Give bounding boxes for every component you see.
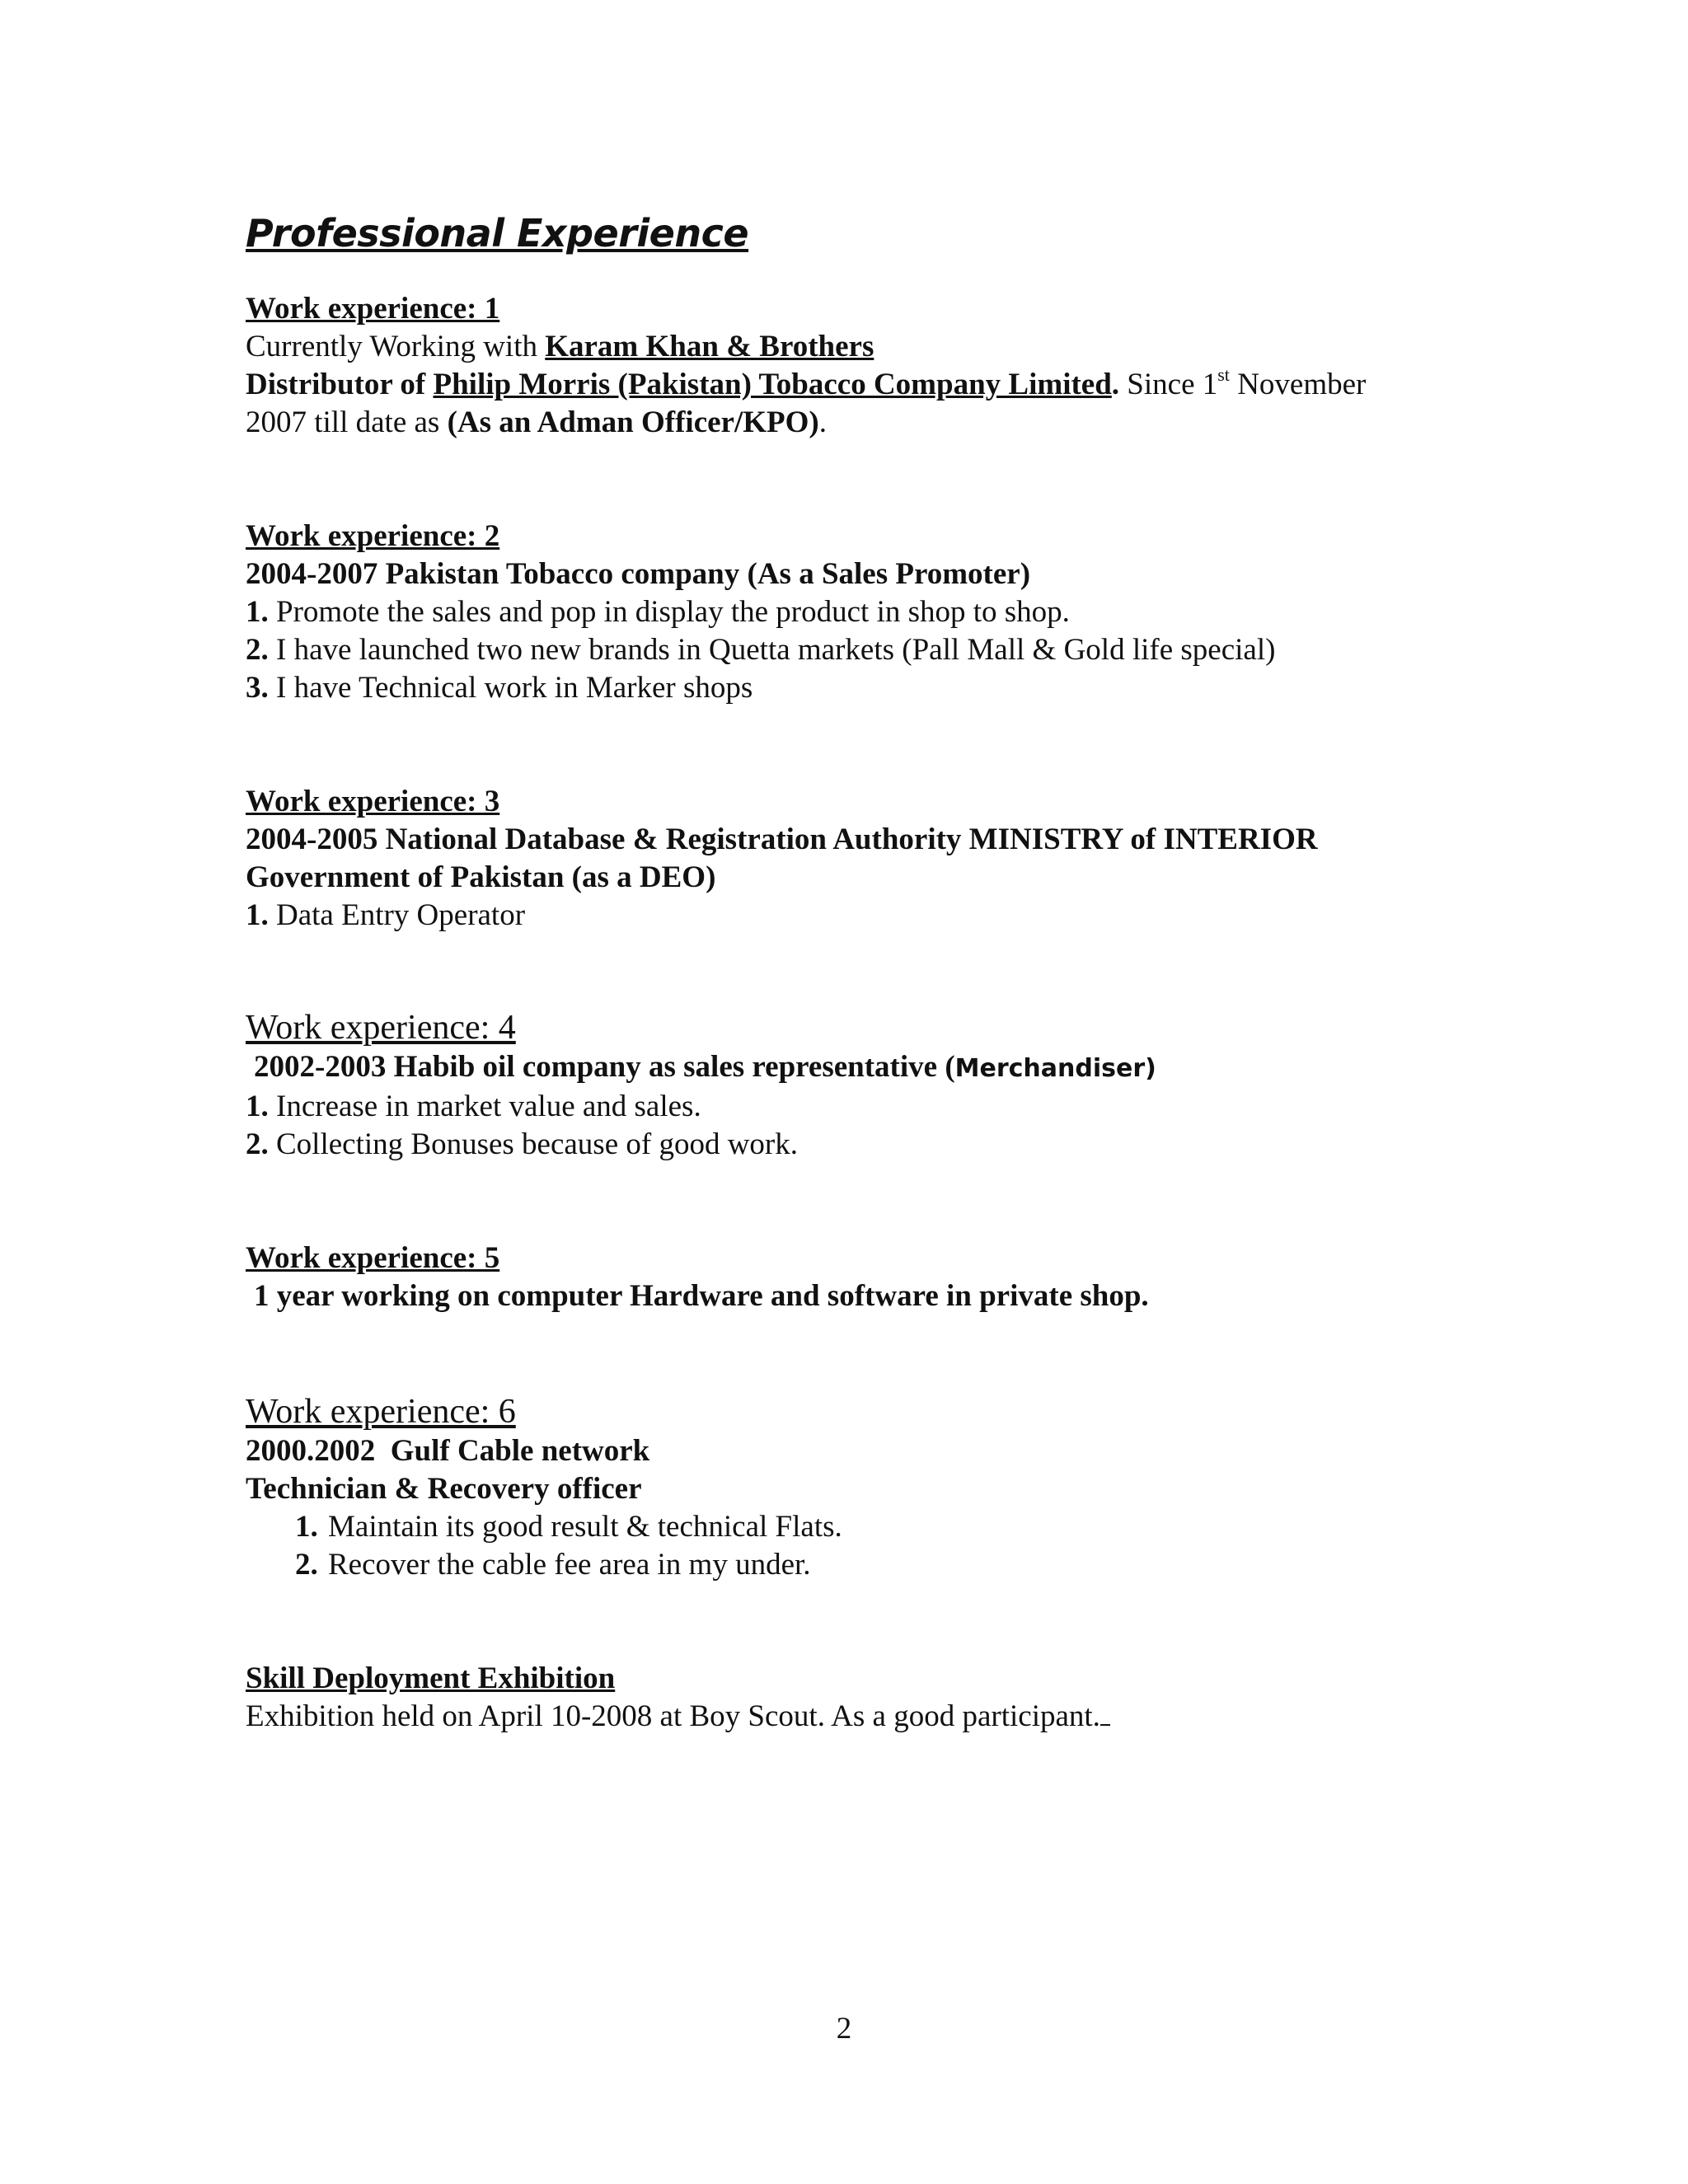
list-item-number: 1. [246, 1090, 269, 1123]
list-item-number: 2. [295, 1548, 318, 1582]
since-month: November [1229, 368, 1367, 401]
work-experience-3-title-2: Government of Pakistan (as a DEO) [246, 860, 716, 894]
list-item-number: 1. [295, 1510, 318, 1544]
work-experience-4 [246, 1007, 1482, 1164]
skill-section [246, 1660, 1482, 1736]
list-item [246, 1126, 1482, 1164]
page-title: Professional Experience [246, 211, 749, 255]
list-item-number: 1. [246, 595, 269, 629]
work-experience-2-title: 2004-2007 Pakistan Tobacco company (As a Sales Promoter) [246, 557, 1031, 591]
role-prefix: 2007 till date as [246, 405, 448, 439]
work-experience-4-title-text: 2002-2003 Habib oil company as sales representative ( [254, 1050, 955, 1084]
list-item-text: Data Entry Operator [268, 898, 526, 932]
current-employer-prefix: Currently Working with [246, 330, 546, 363]
work-experience-1-line-2 [246, 366, 1482, 404]
work-experience-5 [246, 1240, 1482, 1315]
current-employer-name: Karam Khan & Brothers [545, 330, 874, 363]
work-experience-2-heading: Work experience: 2 [246, 519, 500, 553]
work-experience-4-title-role: Merchandiser) [954, 1054, 1156, 1083]
work-experience-5-title: 1 year working on computer Hardware and software in private shop. [254, 1279, 1149, 1313]
list-item-text: Recover the cable fee area in my under. [328, 1548, 811, 1582]
list-item-text: Maintain its good result & technical Flats. [328, 1510, 842, 1544]
work-experience-1-line-1 [246, 328, 1482, 366]
work-experience-6-title-1: 2000.2002 Gulf Cable network [246, 1434, 650, 1468]
work-experience-4-heading: Work experience: 4 [246, 1009, 516, 1047]
work-experience-6-title-2: Technician & Recovery officer [246, 1472, 642, 1506]
list-item [246, 669, 1482, 707]
skill-heading: Skill Deployment Exhibition [246, 1661, 616, 1695]
list-item [246, 1088, 1482, 1126]
work-experience-2 [246, 518, 1482, 707]
since-superscript: st [1217, 364, 1230, 385]
list-item-number: 2. [246, 633, 269, 667]
work-experience-5-heading: Work experience: 5 [246, 1241, 500, 1275]
work-experience-1 [246, 290, 1482, 442]
list-item [246, 1546, 1482, 1584]
page-number: 2 [836, 2012, 852, 2046]
skill-text-body: Exhibition held on April 10-2008 at Boy Scout. As a good participant. [246, 1699, 1100, 1733]
distributor-label: Distributor of [246, 368, 434, 401]
work-experience-3-heading: Work experience: 3 [246, 785, 500, 818]
distributor-company: Philip Morris (Pakistan) Tobacco Company Limited [433, 368, 1112, 401]
list-item-number: 3. [246, 671, 269, 705]
list-item-number: 2. [246, 1127, 269, 1161]
work-experience-3-title-1: 2004-2005 National Database & Registration Authority MINISTRY of INTERIOR [246, 823, 1318, 856]
list-item [246, 593, 1482, 631]
work-experience-4-title [246, 1048, 1482, 1088]
list-item [246, 1508, 1482, 1546]
list-item-text: I have launched two new brands in Quetta markets (Pall Mall & Gold life special) [268, 633, 1276, 667]
work-experience-1-line-3 [246, 404, 1482, 442]
trailing-underline [1100, 1699, 1110, 1726]
work-experience-3 [246, 783, 1482, 935]
work-experience-6 [246, 1391, 1482, 1584]
list-item-text: Collecting Bonuses because of good work. [268, 1127, 798, 1161]
list-item [246, 631, 1482, 669]
list-item-text: Increase in market value and sales. [268, 1090, 701, 1123]
skill-text [246, 1698, 1482, 1736]
list-item [246, 897, 1482, 935]
work-experience-6-heading: Work experience: 6 [246, 1393, 516, 1431]
distributor-dot: . [1111, 368, 1120, 401]
list-item-number: 1. [246, 898, 269, 932]
list-item-text: I have Technical work in Marker shops [268, 671, 753, 705]
role-title: (As an Adman Officer/KPO) [447, 405, 819, 439]
list-item-text: Promote the sales and pop in display the product in shop to shop. [268, 595, 1070, 629]
role-end: . [818, 405, 827, 439]
since-text: Since 1 [1119, 368, 1218, 401]
work-experience-1-heading: Work experience: 1 [246, 292, 500, 326]
page-content [246, 206, 1482, 1736]
